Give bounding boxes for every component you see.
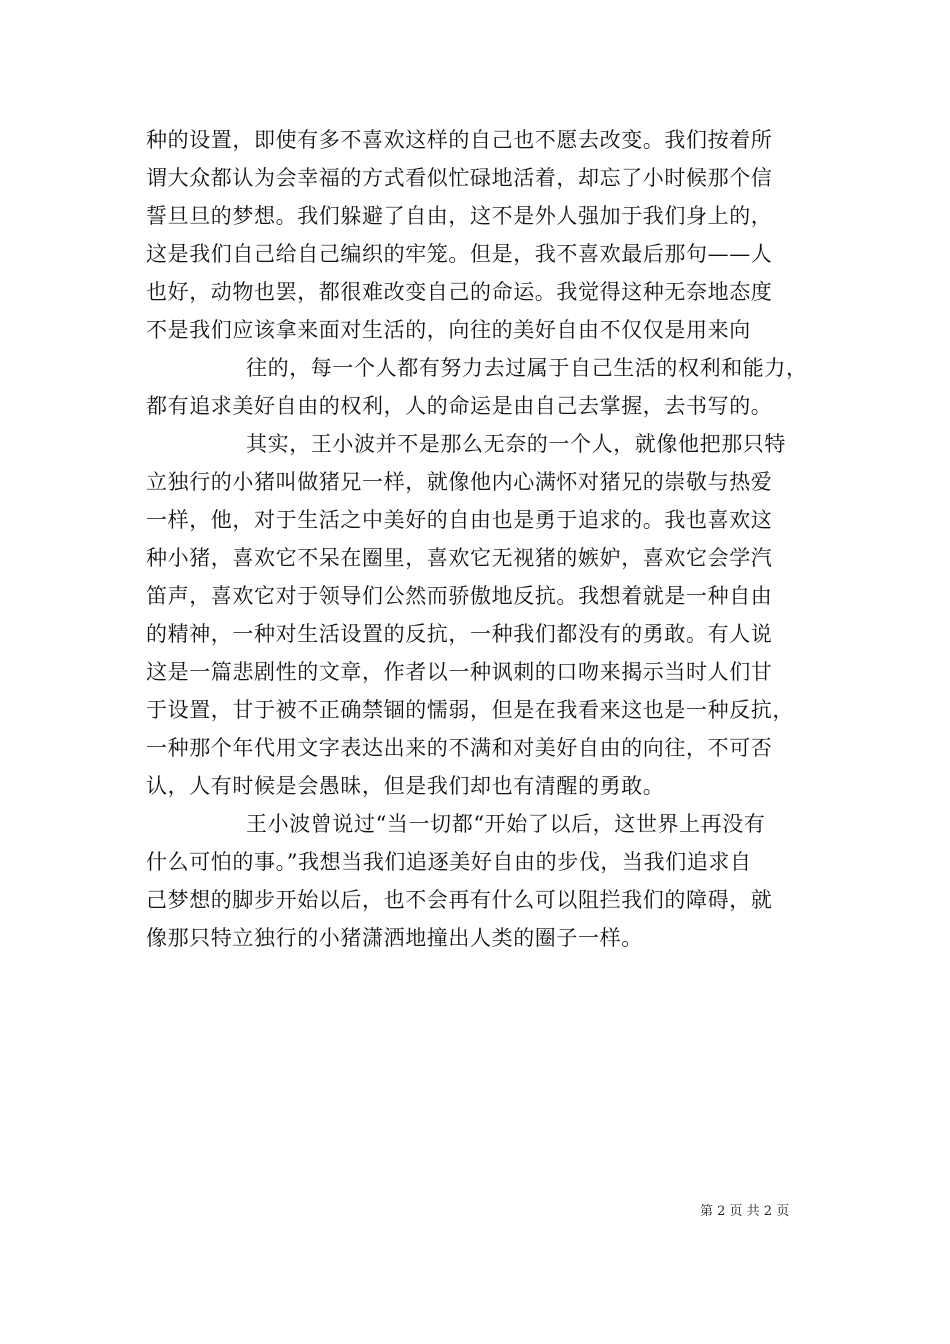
text-line: 也好，动物也罢，都很难改变自己的命运。我觉得这种无奈地态度 bbox=[146, 280, 773, 304]
paragraph-start-line: 王小波曾说过“当一切都“开始了以后，这世界上再没有 bbox=[246, 812, 766, 836]
text-line: 种小猪，喜欢它不呆在圈里，喜欢它无视猪的嫉妒，喜欢它会学汽 bbox=[146, 546, 773, 570]
text-line: 都有追求美好自由的权利，人的命运是由自己去掌握，去书写的。 bbox=[146, 394, 773, 418]
text-line: 种的设置，即使有多不喜欢这样的自己也不愿去改变。我们按着所 bbox=[146, 128, 773, 152]
text-line: 谓大众都认为会幸福的方式看似忙碌地活着，却忘了小时候那个信 bbox=[146, 166, 773, 190]
text-line: 立独行的小猪叫做猪兄一样，就像他内心满怀对猪兄的崇敬与热爱 bbox=[146, 470, 773, 494]
page-number-footer: 第 2 页 共 2 页 bbox=[700, 1204, 790, 1219]
text-line: 认，人有时候是会愚昧，但是我们却也有清醒的勇敢。 bbox=[146, 774, 665, 798]
text-line: 不是我们应该拿来面对生活的，向往的美好自由不仅仅是用来向 bbox=[146, 318, 751, 342]
text-line: 往的，每一个人都有努力去过属于自己生活的权利和能力， bbox=[246, 356, 808, 380]
text-line: 笛声，喜欢它对于领导们公然而骄傲地反抗。我想着就是一种自由 bbox=[146, 584, 773, 608]
body-text bbox=[146, 121, 826, 957]
text-line: 于设置，甘于被不正确禁锢的懦弱，但是在我看来这也是一种反抗， bbox=[146, 698, 794, 722]
text-line: 什么可怕的事。”我想当我们追逐美好自由的步伐，当我们追求自 bbox=[146, 850, 752, 874]
text-line: 这是一篇悲剧性的文章，作者以一种讽刺的口吻来揭示当时人们甘 bbox=[146, 660, 773, 684]
text-line: 己梦想的脚步开始以后，也不会再有什么可以阻拦我们的障碍，就 bbox=[146, 888, 773, 912]
text-line: 像那只特立独行的小猪潇洒地撞出人类的圈子一样。 bbox=[146, 926, 643, 950]
text-line: 一样，他，对于生活之中美好的自由也是勇于追求的。我也喜欢这 bbox=[146, 508, 773, 532]
text-line: 的精神，一种对生活设置的反抗，一种我们都没有的勇敢。有人说 bbox=[146, 622, 773, 646]
text-line: 誓旦旦的梦想。我们躲避了自由，这不是外人强加于我们身上的， bbox=[146, 204, 773, 228]
text-line: 一种那个年代用文字表达出来的不满和对美好自由的向往，不可否 bbox=[146, 736, 773, 760]
paragraph-start-line: 其实，王小波并不是那么无奈的一个人，就像他把那只特 bbox=[246, 432, 786, 456]
text-line: 这是我们自己给自己编织的牢笼。但是，我不喜欢最后那句——人 bbox=[146, 242, 773, 266]
